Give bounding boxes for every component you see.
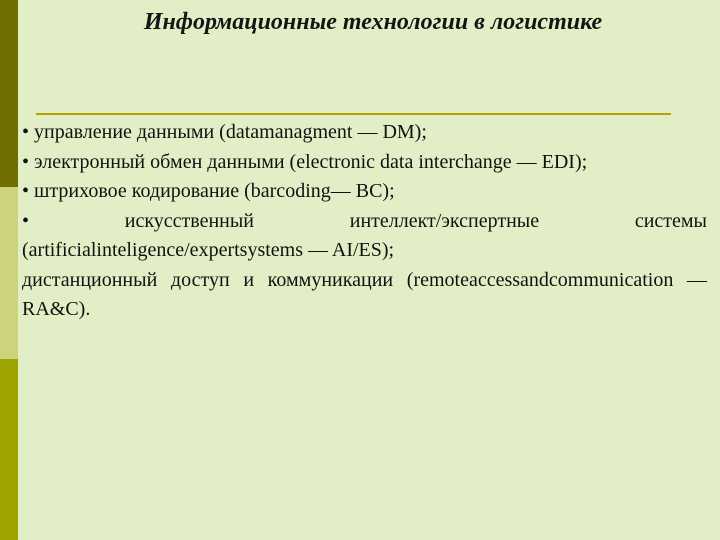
left-accent-bar-middle [0,187,18,359]
list-item [22,177,707,207]
list-item [22,207,707,266]
bullet-icon: • [22,150,30,173]
list-item-text: управление данными (datamanagment — DM); [34,121,427,143]
list-item-text: электронный обмен данными (electronic data interchange — EDI); [34,150,588,173]
left-accent-bar-bottom [0,359,18,540]
bullet-icon: • [22,180,30,202]
left-accent-bar-top [0,0,18,187]
bullet-icon: • [22,209,30,232]
slide-body [22,118,707,325]
closing-paragraph: дистанционный доступ и коммуникации (remoteaccessandcommunication — RA&C). [22,268,707,320]
title-divider [36,113,671,115]
bullet-icon: • [22,121,30,143]
list-item-text: штриховое кодирование (barcoding— BC); [34,180,395,202]
list-item-text: искусственный интеллект/экспертные системы (artificialinteligence/expertsystems — AI/ES); [22,209,707,261]
slide-title: Информационные технологии в логистике [143,9,603,35]
list-item [22,148,707,178]
list-item [22,118,707,148]
